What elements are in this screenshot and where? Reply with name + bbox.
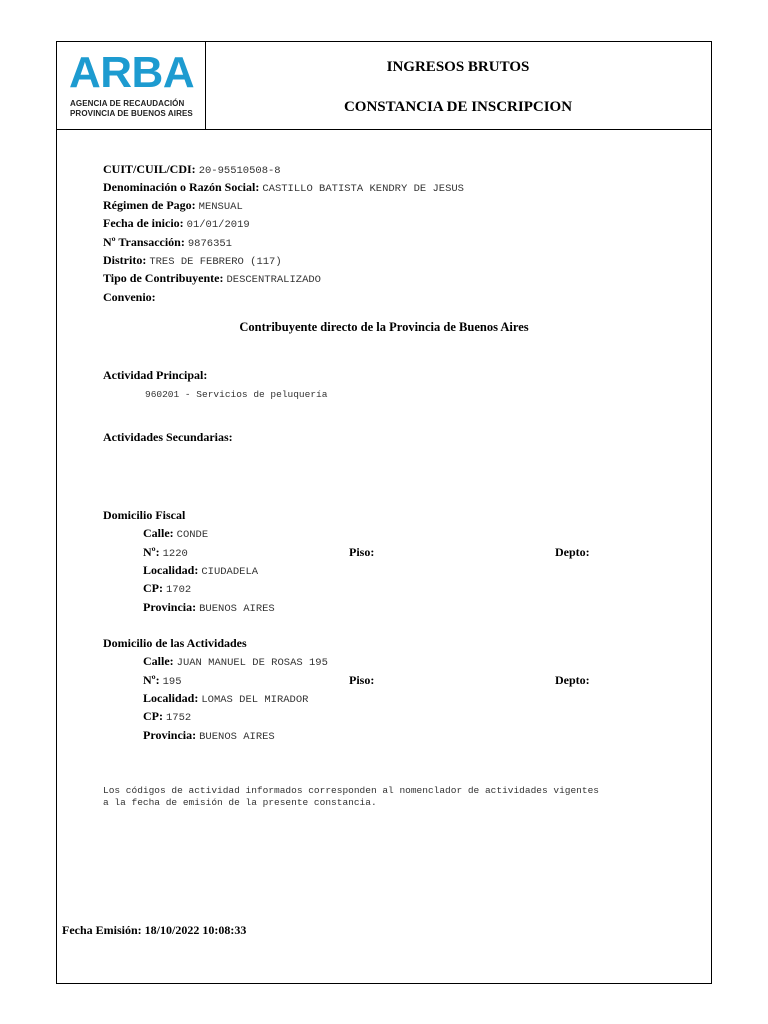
df-localidad-row xyxy=(143,563,258,579)
contribuyente-note: Contribuyente directo de la Provincia de Buenos Aires xyxy=(239,320,529,334)
df-calle-row xyxy=(143,526,208,542)
arba-logo xyxy=(57,42,206,129)
logo-line-1: AGENCIA DE RECAUDACIÓN xyxy=(70,99,185,108)
da-provincia-value: BUENOS AIRES xyxy=(199,731,275,743)
da-piso-label: Piso: xyxy=(349,673,375,687)
df-cp-row xyxy=(143,581,191,597)
regimen-row xyxy=(103,198,243,214)
fecha-emision: Fecha Emisión: 18/10/2022 10:08:33 xyxy=(62,923,247,937)
df-depto-row xyxy=(555,545,590,559)
df-piso-row xyxy=(349,545,374,559)
distrito-row xyxy=(103,253,282,269)
da-piso-row xyxy=(349,673,374,687)
actividad-principal-value-row xyxy=(145,386,327,402)
document-title: INGRESOS BRUTOS xyxy=(386,59,530,75)
domicilio-actividades-title-row xyxy=(103,636,247,650)
da-calle-label: Calle: xyxy=(143,654,174,668)
df-cp-value: 1702 xyxy=(166,584,192,596)
transaccion-row xyxy=(103,235,232,251)
df-nro-row xyxy=(143,545,188,561)
df-nro-label: Nº: xyxy=(143,545,160,559)
distrito-value: TRES DE FEBRERO (117) xyxy=(149,256,282,268)
tipo-contribuyente-value: DESCENTRALIZADO xyxy=(226,274,321,286)
fecha-emision-row xyxy=(62,923,246,937)
da-provincia-row xyxy=(143,728,275,744)
da-depto-row xyxy=(555,673,590,687)
da-nro-row xyxy=(143,673,182,689)
logo-subtitle xyxy=(70,99,193,119)
da-calle-value: JUAN MANUEL DE ROSAS 195 xyxy=(176,657,328,669)
razon-social-row xyxy=(103,180,464,196)
actividad-principal-label-row xyxy=(103,368,207,382)
regimen-label: Régimen de Pago: xyxy=(103,198,196,212)
df-localidad-value: CIUDADELA xyxy=(201,566,259,578)
document-subtitle: CONSTANCIA DE INSCRIPCION xyxy=(343,99,573,115)
actividad-principal-label: Actividad Principal: xyxy=(103,368,208,382)
actividad-principal-value: 960201 - Servicios de peluquería xyxy=(145,389,328,400)
da-localidad-value: LOMAS DEL MIRADOR xyxy=(201,694,309,706)
da-cp-row xyxy=(143,709,191,725)
actividades-secundarias-label: Actividades Secundarias: xyxy=(103,430,233,444)
df-provincia-label: Provincia: xyxy=(143,600,197,614)
actividades-secundarias-row xyxy=(103,430,233,444)
cuit-row xyxy=(103,162,281,178)
convenio-row xyxy=(103,290,156,304)
cuit-label: CUIT/CUIL/CDI: xyxy=(103,162,196,176)
cuit-value: 20-95510508-8 xyxy=(198,165,281,177)
fecha-inicio-value: 01/01/2019 xyxy=(186,219,250,231)
df-calle-value: CONDE xyxy=(176,529,209,541)
fecha-inicio-label: Fecha de inicio: xyxy=(103,216,184,230)
da-cp-label: CP: xyxy=(143,709,163,723)
df-cp-label: CP: xyxy=(143,581,163,595)
regimen-value: MENSUAL xyxy=(198,201,243,213)
df-depto-label: Depto: xyxy=(555,545,590,559)
convenio-label: Convenio: xyxy=(103,290,156,304)
tipo-contribuyente-row xyxy=(103,271,321,287)
transaccion-value: 9876351 xyxy=(187,238,232,250)
domicilio-fiscal-title: Domicilio Fiscal xyxy=(103,508,186,522)
df-piso-label: Piso: xyxy=(349,545,375,559)
document-header xyxy=(57,42,711,130)
da-provincia-label: Provincia: xyxy=(143,728,197,742)
logo-wordmark: ARBA xyxy=(69,48,195,97)
codigos-actividad-note: Los códigos de actividad informados corresponden al nomenclador de actividades vigentes a la fecha de emisión de la presente constancia. xyxy=(103,785,599,808)
df-provincia-row xyxy=(143,600,275,616)
da-cp-value: 1752 xyxy=(166,712,192,724)
logo-line-2: PROVINCIA DE BUENOS AIRES xyxy=(70,109,193,118)
da-nro-label: Nº: xyxy=(143,673,160,687)
domicilio-actividades-title: Domicilio de las Actividades xyxy=(103,636,247,650)
distrito-label: Distrito: xyxy=(103,253,147,267)
domicilio-fiscal-title-row xyxy=(103,508,185,522)
razon-social-value: CASTILLO BATISTA KENDRY DE JESUS xyxy=(262,183,464,195)
df-localidad-label: Localidad: xyxy=(143,563,199,577)
da-localidad-row xyxy=(143,691,308,707)
tipo-contribuyente-label: Tipo de Contribuyente: xyxy=(103,271,224,285)
df-provincia-value: BUENOS AIRES xyxy=(199,603,275,615)
df-nro-value: 1220 xyxy=(162,548,188,560)
da-depto-label: Depto: xyxy=(555,673,590,687)
transaccion-label: Nº Transacción: xyxy=(103,235,185,249)
da-nro-value: 195 xyxy=(162,676,182,688)
fecha-inicio-row xyxy=(103,216,250,232)
razon-social-label: Denominación o Razón Social: xyxy=(103,180,260,194)
da-calle-row xyxy=(143,654,328,670)
constancia-document xyxy=(56,41,712,984)
df-calle-label: Calle: xyxy=(143,526,174,540)
da-localidad-label: Localidad: xyxy=(143,691,199,705)
